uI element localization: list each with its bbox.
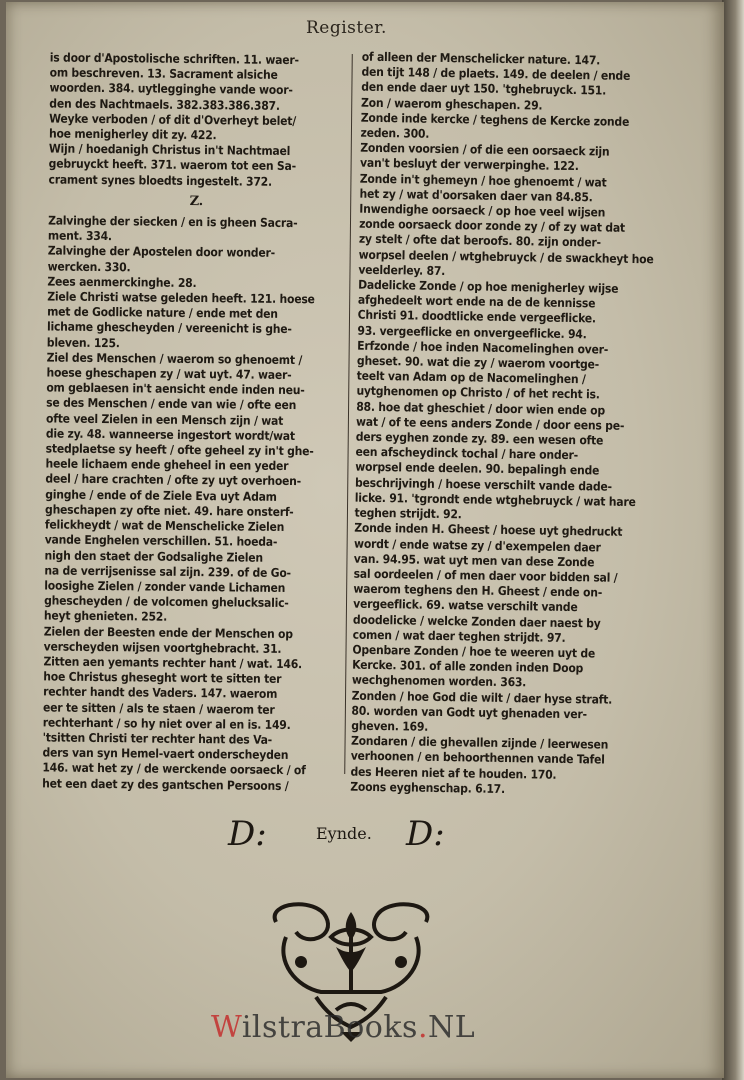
register-entry-line: zy stelt / ofte dat beroofs. 80. zijn onder- [358,232,601,250]
register-entry-line: om beschreven. 13. Sacrament alsiche [49,65,278,83]
register-entry-line: 93. vergeeflicke en onvergeeflicke. 94. [357,323,587,341]
register-entry-line: Zoons eyghenschap. 6.17. [350,779,506,796]
register-entry-line: bleven. 125. [46,335,120,350]
register-entry-line: wercken. 330. [47,259,131,274]
register-entry-line: eer te sitten / als te staen / waerom ter [42,699,275,717]
register-entry-line: hoese gheschapen zy / wat uyt. 47. waer- [46,365,292,383]
register-entry-line: een afscheydinck tochal / hare onder- [355,444,579,463]
register-entry-line: doodelicke / welcke Zonden daer naest by [352,612,601,631]
register-entry-line: comen / wat daer teghen strijdt. 97. [352,627,566,645]
register-entry-line: Weyke verboden / of dit d'Overheyt belet/ [49,111,297,128]
register-entry-line: beschrijvingh / hoese verschilt vande dade- [354,475,612,494]
right-column-entries [350,50,662,800]
register-entry-line: 80. worden van Godt uyt ghenaden ver- [351,703,587,722]
register-entry-line: vergeeflick. 69. watse verschilt vande [353,596,578,615]
register-entry-line: ders eyghen zonde zy. 89. een wesen ofte [355,429,604,448]
register-entry-line: van't besluyt der verwerpinghe. 122. [359,156,579,174]
register-entry-line: Wijn / hoedanigh Christus in't Nachtmael [48,141,291,159]
register-entry-line: ders van syn Hemel-vaert onderscheyden [42,745,289,763]
register-entry-line: hoe menigherley dit zy. 422. [48,126,217,143]
register-entry-line: gheschapen zy ofte niet. 49. hare onsterf- [45,502,294,519]
watermark-prefix: W [211,1010,242,1045]
register-entry-line: deel / hare crachten / ofte zy uyt overhoen- [45,471,302,489]
register-entry-line: Zonden voorsien / of die een oorsaeck zijn [360,140,610,159]
register-entry-line: wordt / ende watse zy / d'exempelen daer [354,536,601,555]
register-entry-line: Zon / waerom gheschapen. 29. [360,95,543,113]
watermark-main: ilstraBooks [241,1010,418,1045]
register-entry-line: stedplaetse sy heeft / ofte geheel zy in't ghe- [45,441,314,459]
end-line [216,814,476,854]
register-entry-line: teelt van Adam op de Nacomelinghen / [356,368,586,387]
register-entry-line: ginghe / ende of de Ziele Eva uyt Adam [45,487,277,504]
register-entry-line: des Heeren niet af te houden. 170. [350,764,557,782]
register-entry-line: Inwendighe oorsaeck / op hoe veel wijsen [359,201,606,220]
register-entry-line: 'tsitten Christi ter rechter hant des Va- [42,730,273,747]
register-entry-line: worpsel deelen / wtghebruyck / de swackheyt hoe [358,247,654,266]
register-entry-line: rechterhant / so hy niet over al en is. 149. [42,715,291,732]
register-entry-line: Kercke. 301. of alle zonden inden Doop [352,657,584,676]
register-entry-line: den ende daer uyt 150. 'tghebruyck. 151. [361,80,607,98]
register-entry-line: ofte veel Zielen in een Mensch zijn / wat [45,411,284,428]
section-letter: Z. [189,193,204,209]
register-entry-line: Zonde in't ghemeyn / hoe ghenoemt / wat [359,171,607,190]
register-entry-line: het zy / wat d'oorsaken daer van 84.85. [359,186,593,205]
page-header: Register. [306,18,387,38]
register-entry-line: felickheydt / wat de Menschelicke Zielen [44,517,285,535]
register-entry-line: Erfzonde / hoe inden Nacomelinghen over- [357,338,609,357]
register-entry-line: waerom teghens den H. Gheest / ende on- [353,581,603,600]
register-entry-line: Zonden / hoe God die wilt / daer hyse straft. [351,688,613,707]
register-entry-line: Zielen der Beesten ende der Menschen op [43,623,293,641]
register-entry-line: loosighe Zielen / zonder vande Lichamen [44,578,286,595]
register-entry-line: uytghenomen op Christo / of het recht is. [356,384,600,402]
register-entry-line: gheset. 90. wat die zy / waerom voortge- [356,353,600,372]
register-entry-line: Openbare Zonden / hoe te weeren uyt de [352,642,596,661]
register-entry-line: gheven. 169. [351,718,429,734]
register-entry-line: 88. hoe dat gheschiet / door wien ende op [356,399,606,418]
register-entry-line: wechghenomen worden. 363. [351,672,527,690]
register-entry-line: rechter handt des Vaders. 147. waerom [43,684,278,702]
register-entry-line: het een daet zy des gantschen Persoons / [42,775,289,793]
register-entry-line: met de Godlicke nature / ende met den [47,304,278,322]
book-edge [722,0,744,1080]
register-entry-line: ghescheyden / de volcomen ghelucksalic- [44,593,289,611]
register-entry-line: is door d'Apostolische schriften. 11. waer- [49,50,299,68]
register-entry-line: licke. 91. 'tgrondt ende wtghebruyck / wat hare [354,490,636,509]
register-entry-line: verhoonen / en behoorthennen vande Tafel [350,748,605,767]
register-entry-line: vande Enghelen verschillen. 51. hoeda- [44,532,278,550]
register-entry-line: die zy. 48. wanneerse ingestort wordt/wat [45,426,295,443]
register-entry-line: wat / of te eens anders Zonde / door eens pe- [355,414,625,433]
register-entry-line: Zonde inden H. Gheest / hoese uyt ghedruckt [354,520,623,540]
register-entry-line: 146. wat het zy / de werckende oorsaeck / of [42,760,306,778]
register-entry-line: om geblaesen in't aensicht ende inden neu- [46,380,305,398]
register-entry-line: nigh den staet der Godsalighe Zielen [44,547,263,565]
register-entry-line: woorden. 384. uytlegginghe vande woor- [49,80,293,98]
register-entry-line: heele lichaem ende gheheel in een yeder [45,456,289,474]
register-entry-line: zonde oorsaeck door zonde zy / of zy wat dat [359,216,626,236]
ornament-right: D: [406,814,445,854]
register-entry-line: Ziele Christi watse geleden heeft. 121. hoese [47,289,315,307]
book-page [6,2,724,1078]
register-entry-line: den des Nachtmaels. 382.383.386.387. [49,96,280,113]
watermark-dot: . [417,1010,428,1045]
register-entry-line: crament synes bloedts ingestelt. 372. [48,172,273,189]
register-entry-line: Ziel des Menschen / waerom so ghenoemt / [46,350,303,367]
register-entry-line: lichame ghescheyden / vereenicht is ghe- [46,319,292,337]
register-entry-line: Zalvinghe der Apostelen door wonder- [47,243,275,261]
register-entry-line: van. 94.95. wat uyt men van dese Zonde [353,551,595,570]
register-entry-line: worpsel ende deelen. 90. bepalingh ende [355,460,600,478]
end-word: Eynde. [316,824,372,843]
register-entry-line: ment. 334. [47,228,112,244]
ornament-left: D: [228,814,267,854]
right-column [350,50,662,800]
register-entry-line: Christi 91. doodtlicke ende vergeeflicke. [357,308,596,326]
watermark [211,1010,475,1045]
register-entry-line: afghedeelt wort ende na de de kennisse [357,292,596,311]
watermark-suffix: NL [427,1010,476,1045]
register-entry-line: veelderley. 87. [358,262,446,278]
left-column-bottom-entries [42,213,344,794]
register-entry-line: Zitten aen yemants rechter hant / wat. 146. [43,654,303,672]
register-entry-line: Dadelicke Zonde / op hoe menigherley wijse [358,277,619,296]
register-entry-line: Zalvinghe der siecken / en is gheen Sacra- [48,213,298,231]
left-column [42,50,346,794]
register-entry-line: se des Menschen / ende van wie / ofte een [46,395,297,413]
register-entry-line: Zees aenmerckinghe. 28. [47,274,197,290]
register-entry-line: sal oordeelen / of men daer voor bidden sal / [353,566,618,585]
register-entry-line: of alleen der Menschelicker nature. 147. [361,49,601,68]
register-entry-line: Zondaren / die ghevallen zijnde / leerwesen [350,733,609,752]
register-entry-line: den tijt 148 / de plaets. 149. de deelen / ende [361,64,631,84]
register-entry-line: zeden. 300. [360,125,430,141]
register-entry-line: teghen strijdt. 92. [354,505,462,522]
left-column-top-entries [48,50,345,190]
register-entry-line: heyt ghenieten. 252. [43,608,168,625]
register-entry-line: verscheyden wijsen voortghebracht. 31. [43,639,282,656]
register-entry-line: hoe Christus gheseght wort te sitten ter [43,669,282,687]
register-entry-line: na de verrijsenisse sal zijn. 239. of de Go- [44,563,291,580]
register-entry-line: Zonde inde kercke / teghens de Kercke zonde [360,110,630,129]
register-entry-line: gebruyckt heeft. 371. waerom tot een Sa- [48,156,296,174]
